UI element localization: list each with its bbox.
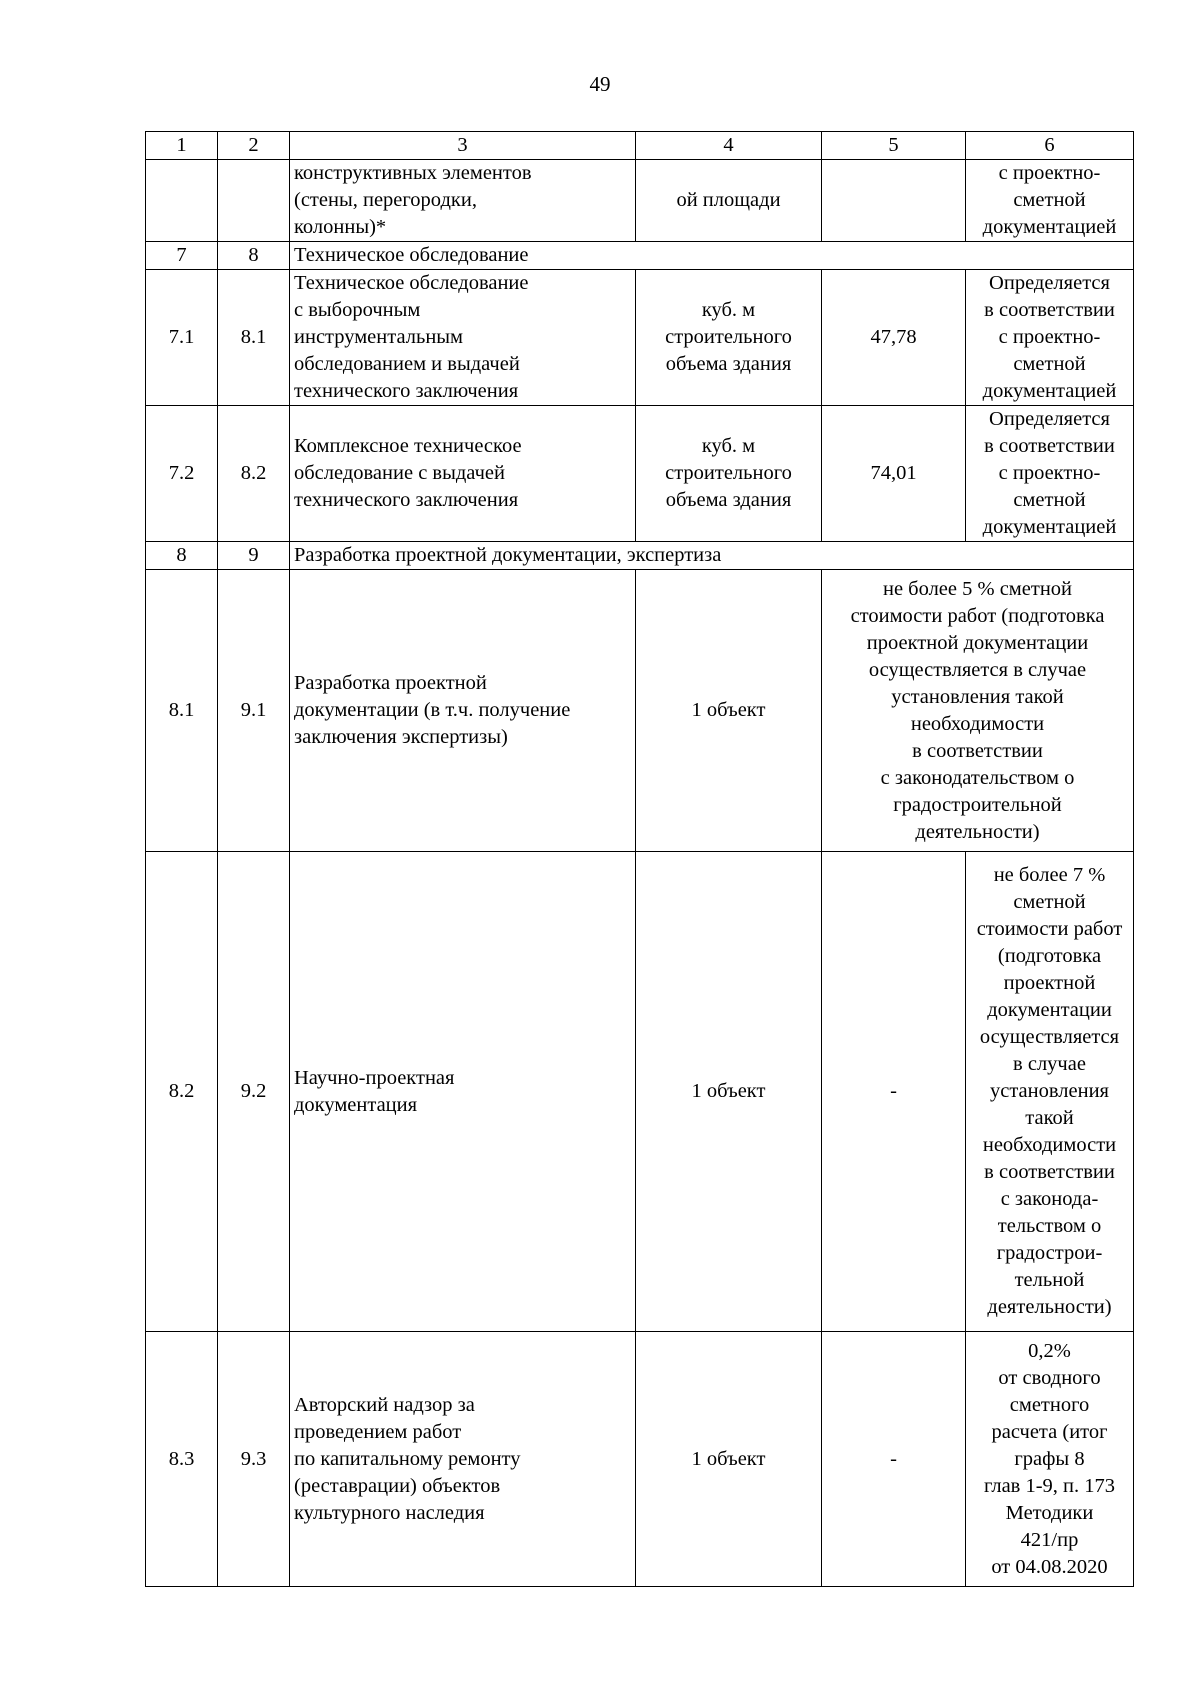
unit-cell: куб. м строительного объема здания xyxy=(665,435,792,511)
page-number: 49 xyxy=(589,72,611,96)
table-header-row xyxy=(146,132,1134,160)
section-number-alt: 8 xyxy=(218,242,290,270)
table-row xyxy=(146,160,1134,242)
work-description: конструктивных элементов (стены, перегородки, колонны)* xyxy=(294,162,532,238)
value-cell: - xyxy=(822,852,966,1332)
section-row xyxy=(146,242,1134,270)
section-title: Техническое обследование xyxy=(290,242,1134,270)
table-row xyxy=(146,270,1134,406)
work-description: Научно-проектная документация xyxy=(294,1066,455,1116)
unit-cell: куб. м строительного объема здания xyxy=(665,299,792,375)
row-number-alt: 8.1 xyxy=(218,270,290,406)
section-number: 8 xyxy=(146,542,218,570)
value-cell xyxy=(822,160,966,242)
works-table xyxy=(145,131,1134,1587)
table-row xyxy=(146,852,1134,1332)
row-number: 7.1 xyxy=(146,270,218,406)
note-cell: Определяется в соответствии с проектно- сметной документацией xyxy=(982,272,1117,402)
header-cell: 4 xyxy=(636,132,822,160)
header-cell: 2 xyxy=(218,132,290,160)
row-number-alt: 8.2 xyxy=(218,406,290,542)
header-cell: 1 xyxy=(146,132,218,160)
section-number-alt: 9 xyxy=(218,542,290,570)
table-row xyxy=(146,1332,1134,1587)
table-row xyxy=(146,570,1134,852)
value-cell: 47,78 xyxy=(822,270,966,406)
header-cell: 3 xyxy=(290,132,636,160)
section-row xyxy=(146,542,1134,570)
table-row xyxy=(146,406,1134,542)
cell-empty xyxy=(218,160,290,242)
header-cell: 6 xyxy=(966,132,1134,160)
unit-cell: 1 объект xyxy=(636,570,822,852)
work-description: Разработка проектной документации (в т.ч. получение заключения экспертизы) xyxy=(294,672,571,748)
value-cell: 74,01 xyxy=(822,406,966,542)
work-description: Комплексное техническое обследование с выдачей технического заключения xyxy=(294,435,522,511)
work-description: Техническое обследование с выборочным инструментальным обследованием и выдачей технического заключения xyxy=(294,272,529,402)
note-cell: с проектно- сметной документацией xyxy=(982,162,1117,238)
note-cell: не более 7 % сметной стоимости работ (подготовка проектной документации осуществляется в случае установления такой необходимости в соответствии с законода- тельством о градострои- тельной деятельности) xyxy=(976,864,1123,1318)
unit-cell: ой площади xyxy=(676,189,781,211)
section-number: 7 xyxy=(146,242,218,270)
unit-cell: 1 объект xyxy=(636,852,822,1332)
row-number: 7.2 xyxy=(146,406,218,542)
row-number: 8.1 xyxy=(146,570,218,852)
header-cell: 5 xyxy=(822,132,966,160)
row-number: 8.3 xyxy=(146,1332,218,1587)
note-cell: не более 5 % сметной стоимости работ (подготовка проектной документации осуществляется в случае установления такой необходимости в соответствии с законодательством о градостроительной деятельности) xyxy=(850,577,1105,843)
section-title: Разработка проектной документации, экспертиза xyxy=(290,542,1134,570)
note-cell: Определяется в соответствии с проектно- сметной документацией xyxy=(982,408,1117,538)
value-cell: - xyxy=(822,1332,966,1587)
row-number-alt: 9.3 xyxy=(218,1332,290,1587)
row-number-alt: 9.2 xyxy=(218,852,290,1332)
note-cell: 0,2% от сводного сметного расчета (итог графы 8 глав 1-9, п. 173 Методики 421/пр от 04.08.2020 xyxy=(983,1339,1116,1578)
work-description: Авторский надзор за проведением работ по капитальному ремонту (реставрации) объектов культурного наследия xyxy=(294,1393,521,1524)
row-number: 8.2 xyxy=(146,852,218,1332)
unit-cell: 1 объект xyxy=(636,1332,822,1587)
cell-empty xyxy=(146,160,218,242)
row-number-alt: 9.1 xyxy=(218,570,290,852)
